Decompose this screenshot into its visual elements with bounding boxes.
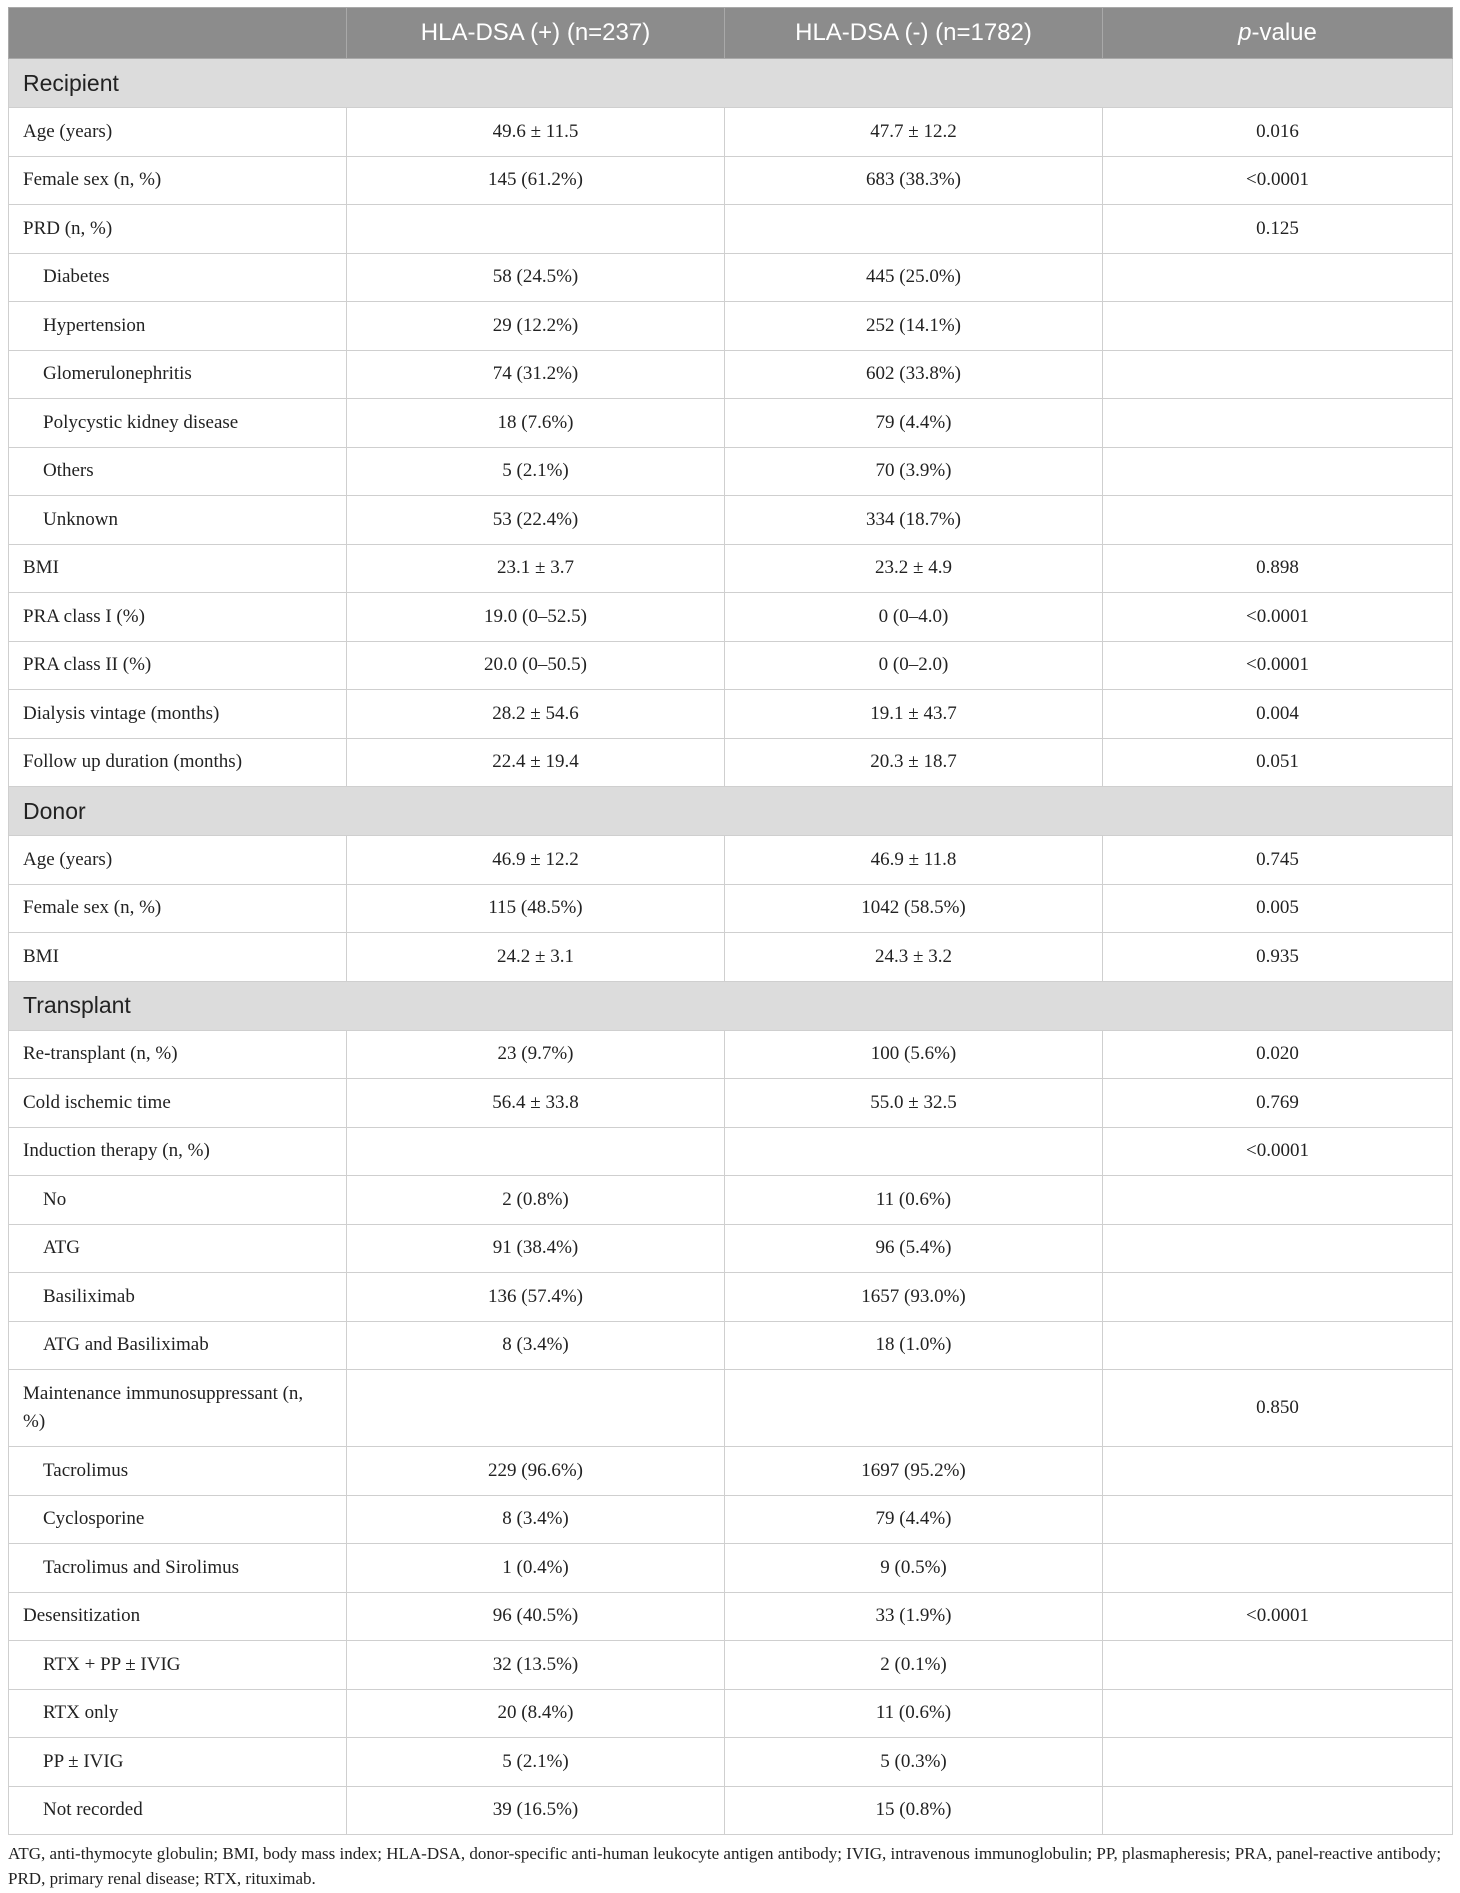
dsa-positive-value: 91 (38.4%) [347, 1224, 725, 1273]
dsa-negative-value: 683 (38.3%) [725, 156, 1103, 205]
table-row [9, 1321, 1453, 1370]
row-label: Dialysis vintage (months) [9, 690, 347, 739]
row-label: PRA class II (%) [9, 641, 347, 690]
p-value [1103, 447, 1453, 496]
p-value: 0.005 [1103, 884, 1453, 933]
dsa-positive-value: 24.2 ± 3.1 [347, 933, 725, 982]
table-row [9, 641, 1453, 690]
section-title: Recipient [9, 59, 1453, 108]
dsa-positive-value: 19.0 (0–52.5) [347, 593, 725, 642]
row-label: Polycystic kidney disease [9, 399, 347, 448]
table-row [9, 205, 1453, 254]
table-row [9, 108, 1453, 157]
row-label: Maintenance immunosuppressant (n, %) [9, 1370, 347, 1447]
header-blank [9, 8, 347, 59]
table-row [9, 544, 1453, 593]
p-value [1103, 496, 1453, 545]
header-row [9, 8, 1453, 59]
table-row [9, 690, 1453, 739]
dsa-positive-value: 96 (40.5%) [347, 1592, 725, 1641]
row-label: RTX + PP ± IVIG [9, 1641, 347, 1690]
p-value: <0.0001 [1103, 593, 1453, 642]
p-value [1103, 1495, 1453, 1544]
dsa-negative-value: 46.9 ± 11.8 [725, 836, 1103, 885]
table-row [9, 1641, 1453, 1690]
dsa-positive-value: 1 (0.4%) [347, 1544, 725, 1593]
dsa-negative-value: 445 (25.0%) [725, 253, 1103, 302]
p-value [1103, 1273, 1453, 1322]
row-label: Glomerulonephritis [9, 350, 347, 399]
table-row [9, 1273, 1453, 1322]
dsa-negative-value [725, 1127, 1103, 1176]
p-value [1103, 1544, 1453, 1593]
p-value [1103, 399, 1453, 448]
table-row [9, 836, 1453, 885]
dsa-positive-value: 229 (96.6%) [347, 1447, 725, 1496]
header-p-value [1103, 8, 1453, 59]
dsa-positive-value: 22.4 ± 19.4 [347, 738, 725, 787]
p-value: <0.0001 [1103, 1592, 1453, 1641]
dsa-negative-value: 15 (0.8%) [725, 1786, 1103, 1835]
header-dsa-negative: HLA-DSA (-) (n=1782) [725, 8, 1103, 59]
dsa-positive-value: 2 (0.8%) [347, 1176, 725, 1225]
table-row [9, 399, 1453, 448]
row-label: ATG and Basiliximab [9, 1321, 347, 1370]
p-value [1103, 1321, 1453, 1370]
dsa-positive-value: 32 (13.5%) [347, 1641, 725, 1690]
p-value: 0.850 [1103, 1370, 1453, 1447]
dsa-negative-value: 11 (0.6%) [725, 1689, 1103, 1738]
dsa-positive-value: 56.4 ± 33.8 [347, 1079, 725, 1128]
p-value: 0.898 [1103, 544, 1453, 593]
row-label: Others [9, 447, 347, 496]
p-value [1103, 1641, 1453, 1690]
p-value: 0.125 [1103, 205, 1453, 254]
dsa-negative-value: 252 (14.1%) [725, 302, 1103, 351]
table-row [9, 1030, 1453, 1079]
table-header [9, 8, 1453, 59]
dsa-positive-value: 23 (9.7%) [347, 1030, 725, 1079]
p-value: <0.0001 [1103, 1127, 1453, 1176]
table-page [8, 7, 1452, 1891]
dsa-negative-value [725, 1370, 1103, 1447]
p-value [1103, 1689, 1453, 1738]
header-p-rest: -value [1251, 19, 1317, 46]
row-label: Induction therapy (n, %) [9, 1127, 347, 1176]
dsa-positive-value: 136 (57.4%) [347, 1273, 725, 1322]
table-row [9, 1176, 1453, 1225]
row-label: Female sex (n, %) [9, 884, 347, 933]
table-row [9, 1544, 1453, 1593]
characteristics-table [8, 7, 1453, 1835]
dsa-negative-value: 79 (4.4%) [725, 1495, 1103, 1544]
row-label: Basiliximab [9, 1273, 347, 1322]
row-label: BMI [9, 933, 347, 982]
table-row [9, 884, 1453, 933]
table-row [9, 156, 1453, 205]
row-label: PRD (n, %) [9, 205, 347, 254]
dsa-negative-value: 79 (4.4%) [725, 399, 1103, 448]
dsa-positive-value: 28.2 ± 54.6 [347, 690, 725, 739]
dsa-positive-value: 58 (24.5%) [347, 253, 725, 302]
section-row [9, 787, 1453, 836]
dsa-negative-value: 5 (0.3%) [725, 1738, 1103, 1787]
dsa-positive-value: 5 (2.1%) [347, 447, 725, 496]
row-label: BMI [9, 544, 347, 593]
row-label: Cyclosporine [9, 1495, 347, 1544]
dsa-positive-value: 49.6 ± 11.5 [347, 108, 725, 157]
table-row [9, 350, 1453, 399]
table-row [9, 447, 1453, 496]
header-dsa-positive: HLA-DSA (+) (n=237) [347, 8, 725, 59]
p-value [1103, 1447, 1453, 1496]
dsa-negative-value: 11 (0.6%) [725, 1176, 1103, 1225]
dsa-negative-value: 20.3 ± 18.7 [725, 738, 1103, 787]
p-value: 0.935 [1103, 933, 1453, 982]
section-title: Transplant [9, 981, 1453, 1030]
row-label: Cold ischemic time [9, 1079, 347, 1128]
dsa-positive-value: 145 (61.2%) [347, 156, 725, 205]
row-label: Hypertension [9, 302, 347, 351]
p-value [1103, 350, 1453, 399]
dsa-positive-value: 20.0 (0–50.5) [347, 641, 725, 690]
dsa-positive-value: 53 (22.4%) [347, 496, 725, 545]
p-value: 0.016 [1103, 108, 1453, 157]
row-label: Diabetes [9, 253, 347, 302]
dsa-negative-value: 0 (0–2.0) [725, 641, 1103, 690]
dsa-negative-value: 1657 (93.0%) [725, 1273, 1103, 1322]
header-p-italic: p [1238, 19, 1252, 46]
dsa-positive-value: 8 (3.4%) [347, 1495, 725, 1544]
table-row [9, 1447, 1453, 1496]
row-label: Not recorded [9, 1786, 347, 1835]
row-label: Desensitization [9, 1592, 347, 1641]
table-row [9, 496, 1453, 545]
dsa-positive-value: 115 (48.5%) [347, 884, 725, 933]
dsa-positive-value: 29 (12.2%) [347, 302, 725, 351]
p-value: 0.020 [1103, 1030, 1453, 1079]
dsa-negative-value: 23.2 ± 4.9 [725, 544, 1103, 593]
row-label: PP ± IVIG [9, 1738, 347, 1787]
table-row [9, 933, 1453, 982]
dsa-positive-value: 39 (16.5%) [347, 1786, 725, 1835]
dsa-negative-value [725, 205, 1103, 254]
section-row [9, 981, 1453, 1030]
table-row [9, 253, 1453, 302]
row-label: PRA class I (%) [9, 593, 347, 642]
dsa-positive-value [347, 1370, 725, 1447]
dsa-negative-value: 18 (1.0%) [725, 1321, 1103, 1370]
row-label: Age (years) [9, 108, 347, 157]
row-label: ATG [9, 1224, 347, 1273]
row-label: No [9, 1176, 347, 1225]
dsa-negative-value: 96 (5.4%) [725, 1224, 1103, 1273]
p-value: 0.769 [1103, 1079, 1453, 1128]
p-value: 0.051 [1103, 738, 1453, 787]
dsa-positive-value [347, 205, 725, 254]
p-value: <0.0001 [1103, 156, 1453, 205]
row-label: Unknown [9, 496, 347, 545]
dsa-negative-value: 2 (0.1%) [725, 1641, 1103, 1690]
dsa-negative-value: 1042 (58.5%) [725, 884, 1103, 933]
table-row [9, 1127, 1453, 1176]
table-row [9, 738, 1453, 787]
dsa-negative-value: 602 (33.8%) [725, 350, 1103, 399]
table-row [9, 1495, 1453, 1544]
row-label: Tacrolimus [9, 1447, 347, 1496]
table-row [9, 1592, 1453, 1641]
dsa-negative-value: 19.1 ± 43.7 [725, 690, 1103, 739]
row-label: RTX only [9, 1689, 347, 1738]
dsa-negative-value: 0 (0–4.0) [725, 593, 1103, 642]
dsa-positive-value: 8 (3.4%) [347, 1321, 725, 1370]
p-value [1103, 1224, 1453, 1273]
dsa-negative-value: 334 (18.7%) [725, 496, 1103, 545]
dsa-negative-value: 70 (3.9%) [725, 447, 1103, 496]
dsa-negative-value: 33 (1.9%) [725, 1592, 1103, 1641]
dsa-positive-value: 5 (2.1%) [347, 1738, 725, 1787]
table-row [9, 1370, 1453, 1447]
p-value [1103, 1738, 1453, 1787]
table-row [9, 593, 1453, 642]
p-value: <0.0001 [1103, 641, 1453, 690]
dsa-positive-value: 46.9 ± 12.2 [347, 836, 725, 885]
p-value [1103, 253, 1453, 302]
table-body [9, 59, 1453, 1835]
table-row [9, 302, 1453, 351]
table-row [9, 1786, 1453, 1835]
row-label: Tacrolimus and Sirolimus [9, 1544, 347, 1593]
p-value [1103, 1176, 1453, 1225]
dsa-negative-value: 1697 (95.2%) [725, 1447, 1103, 1496]
dsa-negative-value: 100 (5.6%) [725, 1030, 1103, 1079]
dsa-negative-value: 9 (0.5%) [725, 1544, 1103, 1593]
dsa-negative-value: 24.3 ± 3.2 [725, 933, 1103, 982]
section-row [9, 59, 1453, 108]
table-row [9, 1738, 1453, 1787]
row-label: Re-transplant (n, %) [9, 1030, 347, 1079]
row-label: Follow up duration (months) [9, 738, 347, 787]
p-value [1103, 302, 1453, 351]
dsa-positive-value: 20 (8.4%) [347, 1689, 725, 1738]
row-label: Female sex (n, %) [9, 156, 347, 205]
dsa-negative-value: 47.7 ± 12.2 [725, 108, 1103, 157]
dsa-positive-value: 18 (7.6%) [347, 399, 725, 448]
section-title: Donor [9, 787, 1453, 836]
p-value [1103, 1786, 1453, 1835]
p-value: 0.745 [1103, 836, 1453, 885]
p-value: 0.004 [1103, 690, 1453, 739]
dsa-positive-value [347, 1127, 725, 1176]
dsa-negative-value: 55.0 ± 32.5 [725, 1079, 1103, 1128]
table-row [9, 1224, 1453, 1273]
row-label: Age (years) [9, 836, 347, 885]
dsa-positive-value: 74 (31.2%) [347, 350, 725, 399]
dsa-positive-value: 23.1 ± 3.7 [347, 544, 725, 593]
table-footnote: ATG, anti-thymocyte globulin; BMI, body mass index; HLA-DSA, donor-specific anti-human leukocyte antigen antibody; IVIG, intravenous immunoglobulin; PP, plasmapheresis; PRA, panel-reactive antibody; PRD, primary renal disease; RTX, rituximab. [8, 1844, 1442, 1888]
table-row [9, 1079, 1453, 1128]
table-row [9, 1689, 1453, 1738]
